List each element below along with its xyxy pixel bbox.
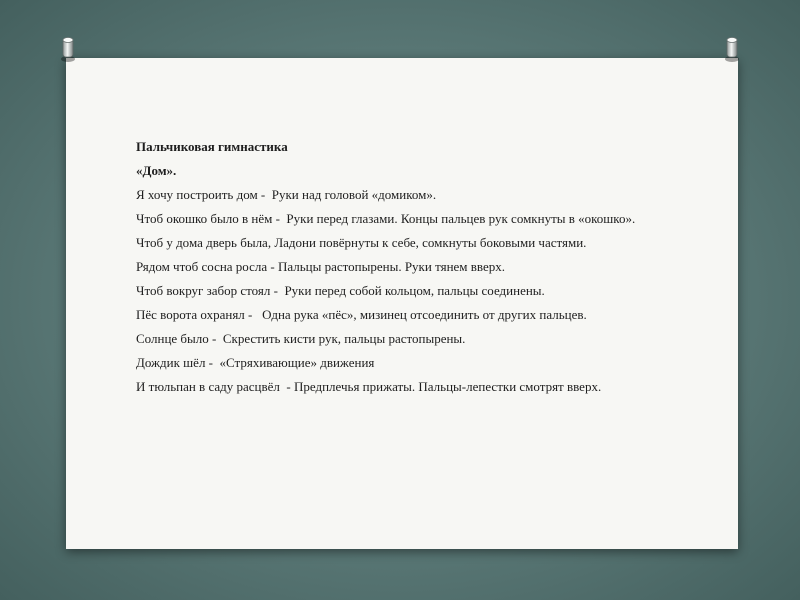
text-line: Я хочу построить дом - Руки над головой «домиком». [136, 187, 437, 202]
pushpin-icon [722, 35, 742, 65]
text-line: Дождик шёл - «Стряхивающие» движения [136, 355, 375, 370]
text-line: Рядом чтоб сосна росла - Пальцы растопырены. Руки тянем вверх. [136, 259, 505, 274]
text-line: Чтоб окошко было в нём - Руки перед глазами. Концы пальцев рук сомкнуты в «окошко». [136, 211, 636, 226]
text-line: Чтоб вокруг забор стоял - Руки перед собой кольцом, пальцы соединены. [136, 283, 545, 298]
text-line: Солнце было - Скрестить кисти рук, пальцы растопырены. [136, 331, 466, 346]
pushpin-icon [58, 35, 78, 65]
text-line: Пёс ворота охранял - Одна рука «пёс», мизинец отсоединить от других пальцев. [136, 307, 587, 322]
text-line: Чтоб у дома дверь была, Ладони повёрнуты к себе, сомкнуты боковыми частями. [136, 235, 587, 250]
document-content [136, 138, 662, 402]
document-heading: Пальчиковая гимнастика [136, 139, 288, 154]
text-line: И тюльпан в саду расцвёл - Предплечья прижаты. Пальцы-лепестки смотрят вверх. [136, 379, 602, 394]
document-subheading: «Дом». [136, 163, 177, 178]
